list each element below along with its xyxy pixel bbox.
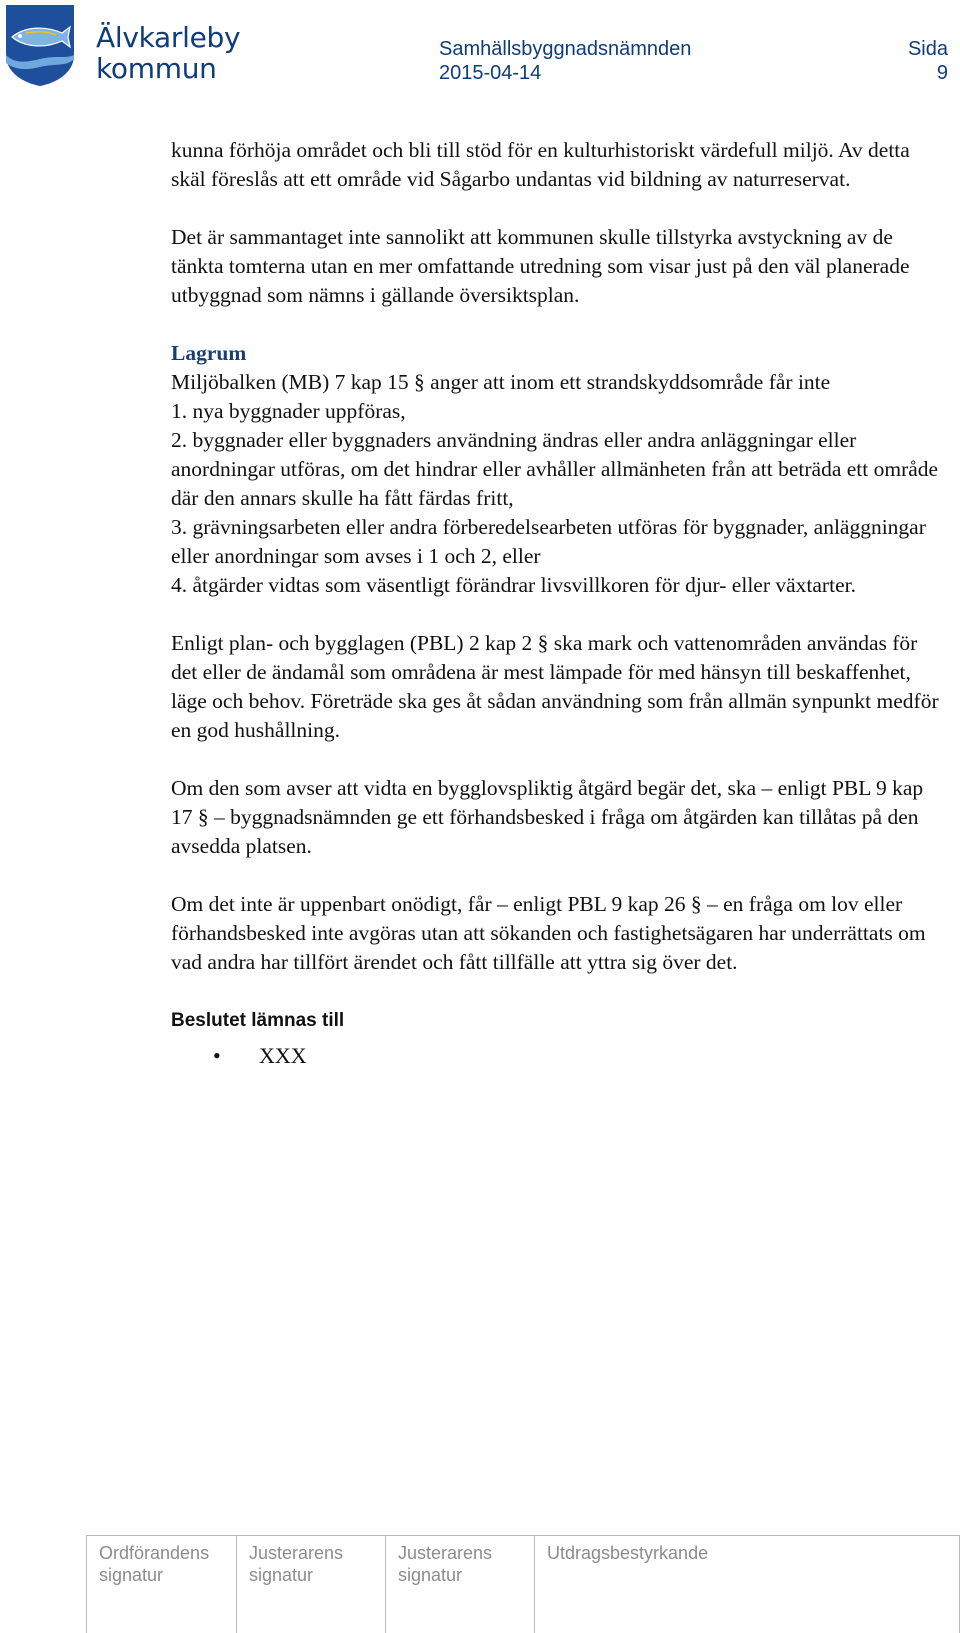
document-body <box>171 136 946 1070</box>
paragraph-yttra: Om det inte är uppenbart onödigt, får – enligt PBL 9 kap 26 § – en fråga om lov eller förhandsbesked inte avgöras utan att sökanden och fastighetsägaren har underrättats om vad andra har tillfört ärendet och fått tillfälle att yttra sig över det. <box>171 892 926 974</box>
municipality-coat-of-arms-icon <box>4 3 76 87</box>
lagrum-item-2: 2. byggnader eller byggnaders användning ändras eller andra anläggningar eller anordningar utföras, om det hindrar eller avhåller allmänheten från att beträda ett område där den annars skulle ha fått färdas fritt, <box>171 428 939 510</box>
chair-signature-box: Ordförandens signatur <box>86 1535 236 1633</box>
lagrum-item-4: 4. åtgärder vidtas som väsentligt förändrar livsvillkoren för djur- eller växtarter. <box>171 573 856 597</box>
lagrum-intro: Miljöbalken (MB) 7 kap 15 § anger att inom ett strandskyddsområde får inte <box>171 370 831 394</box>
bullet-icon: • <box>213 1043 221 1068</box>
adjuster-signature-box-2: Justerarens signatur <box>385 1535 534 1633</box>
lagrum-item-1: 1. nya byggnader uppföras, <box>171 399 406 423</box>
paragraph-kulturhistoriskt: kunna förhöja området och bli till stöd för en kulturhistoriskt värdefull miljö. Av detta skäl föreslås att ett område vid Sågarbo undantas vid bildning av naturreservat. <box>171 138 910 191</box>
lagrum-item-3: 3. grävningsarbeten eller andra förberedelsearbeten utföras för byggnader, anläggningar eller anordningar som avses i 1 och 2, eller <box>171 515 926 568</box>
committee-name: Samhällsbyggnadsnämnden <box>439 38 692 60</box>
extract-certification-box: Utdragsbestyrkande <box>534 1535 960 1633</box>
page-header <box>0 0 960 92</box>
paragraph-forhandsbesked: Om den som avser att vidta en bygglovspliktig åtgärd begär det, ska – enligt PBL 9 kap 17 § – byggnadsnämnden ge ett förhandsbesked i fråga om åtgärden kan tillåtas på den avsedda platsen. <box>171 776 924 858</box>
paragraph-pbl: Enligt plan- och bygglagen (PBL) 2 kap 2 § ska mark och vattenområden användas för det eller de ändamål som områdena är mest lämpade för med hänsyn till beskaffenhet, läge och behov. Företräde ska ges åt sådan användning som från allmän synpunkt medför en god hushållning. <box>171 631 939 742</box>
meeting-date: 2015-04-14 <box>439 62 542 84</box>
beslut-heading: Beslutet lämnas till <box>171 1010 345 1031</box>
adjuster-signature-box-1: Justerarens signatur <box>236 1535 385 1633</box>
page-label: Sida <box>907 38 948 60</box>
municipality-name: Älvkarleby kommun <box>96 21 241 85</box>
signature-footer <box>86 1535 960 1633</box>
recipient-name: XXX <box>259 1043 307 1068</box>
paragraph-sammantaget: Det är sammantaget inte sannolikt att kommunen skulle tillstyrka avstyckning av de tänkta tomterna utan en mer omfattande utredning som visar just på den väl planerade utbyggnad som nämns i gällande översiktsplan. <box>171 225 910 307</box>
lagrum-heading: Lagrum <box>171 341 247 365</box>
recipient-list-item <box>171 1041 946 1070</box>
page-number: 9 <box>936 62 948 84</box>
